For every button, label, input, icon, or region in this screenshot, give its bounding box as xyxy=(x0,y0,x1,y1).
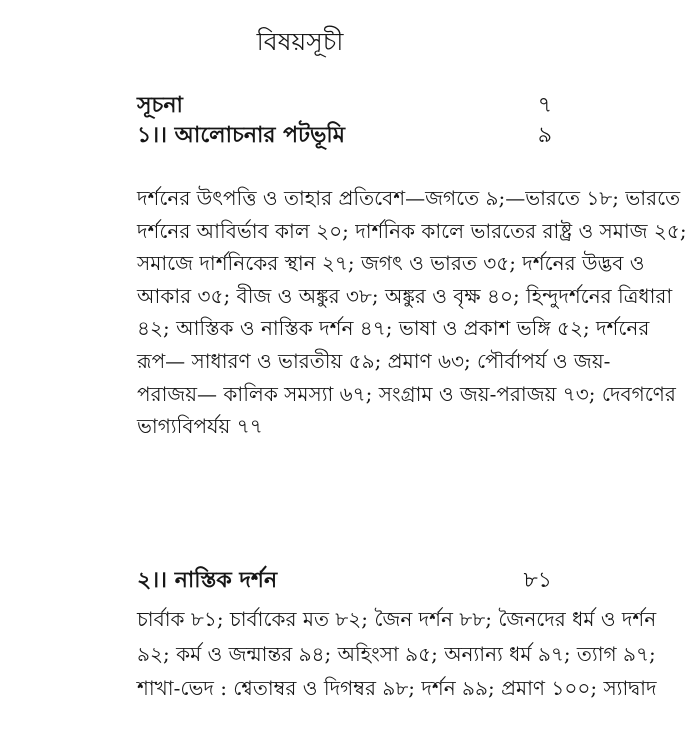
entry-page: ৮১ xyxy=(523,568,552,593)
topic-line: সমাজে দার্শনিকের স্থান ২৭; জগৎ ও ভারত ৩৫; দর্শনের উদ্ভব ও xyxy=(137,251,645,276)
topic-line: দর্শনের আবির্ভাব কাল ২০; দার্শনিক কালে ভারতের রাষ্ট্র ও সমাজ ২৫; xyxy=(137,218,687,243)
topic-line: ৯২; কর্ম ও জন্মান্তর ৯৪; অহিংসা ৯৫; অন্যান্য ধর্ম ৯৭; ত্যাগ ৯৭; xyxy=(137,641,656,666)
toc-entry-chapter-1 xyxy=(137,118,552,155)
entry-page: ৭ xyxy=(537,93,552,118)
topic-line: আকার ৩৫; বীজ ও অঙ্কুর ৩৮; অঙ্কুর ও বৃক্ষ ৪০; হিন্দুদর্শনের ত্রিধারা xyxy=(137,283,673,308)
entry-page: ৯ xyxy=(537,123,552,148)
topic-line: পরাজয়— কালিক সমস্যা ৬৭; সংগ্রাম ও জয়-পরাজয় ৭৩; দেবগণের xyxy=(137,381,676,406)
topic-line: শাখা-ভেদ : শ্বেতাম্বর ও দিগম্বর ৯৮; দর্শন ৯৯; প্রমাণ ১০০; স্যাদ্বাদ xyxy=(137,676,657,700)
chapter-1-topics xyxy=(137,182,687,443)
entry-label: ১।। আলোচনার পটভূমি xyxy=(137,122,345,148)
entry-label: ২।। নাস্তিক দর্শন xyxy=(137,567,278,593)
entry-label: সূচনা xyxy=(137,92,183,118)
chapter-2-topics xyxy=(137,603,657,707)
topic-line: চার্বাক ৮১; চার্বাকের মত ৮২; জৈন দর্শন ৮৮; জৈনদের ধর্ম ও দর্শন xyxy=(137,607,657,631)
topic-line: ভাগ্যবিপর্যয় ৭৭ xyxy=(137,414,263,439)
topic-line: ৪২; আস্তিক ও নাস্তিক দর্শন ৪৭; ভাষা ও প্রকাশ ভঙ্গি ৫২; দর্শনের xyxy=(137,316,650,341)
toc-entry-chapter-2 xyxy=(137,563,552,600)
topic-line: রূপ— সাধারণ ও ভারতীয় ৫৯; প্রমাণ ৬৩; পৌর্বাপর্য ও জয়- xyxy=(137,348,611,373)
topic-line: দর্শনের উৎপত্তি ও তাহার প্রতিবেশ—জগতে ৯;—ভারতে ১৮; ভারতে xyxy=(137,186,681,210)
page-title: বিষয়সূচী xyxy=(256,27,344,56)
